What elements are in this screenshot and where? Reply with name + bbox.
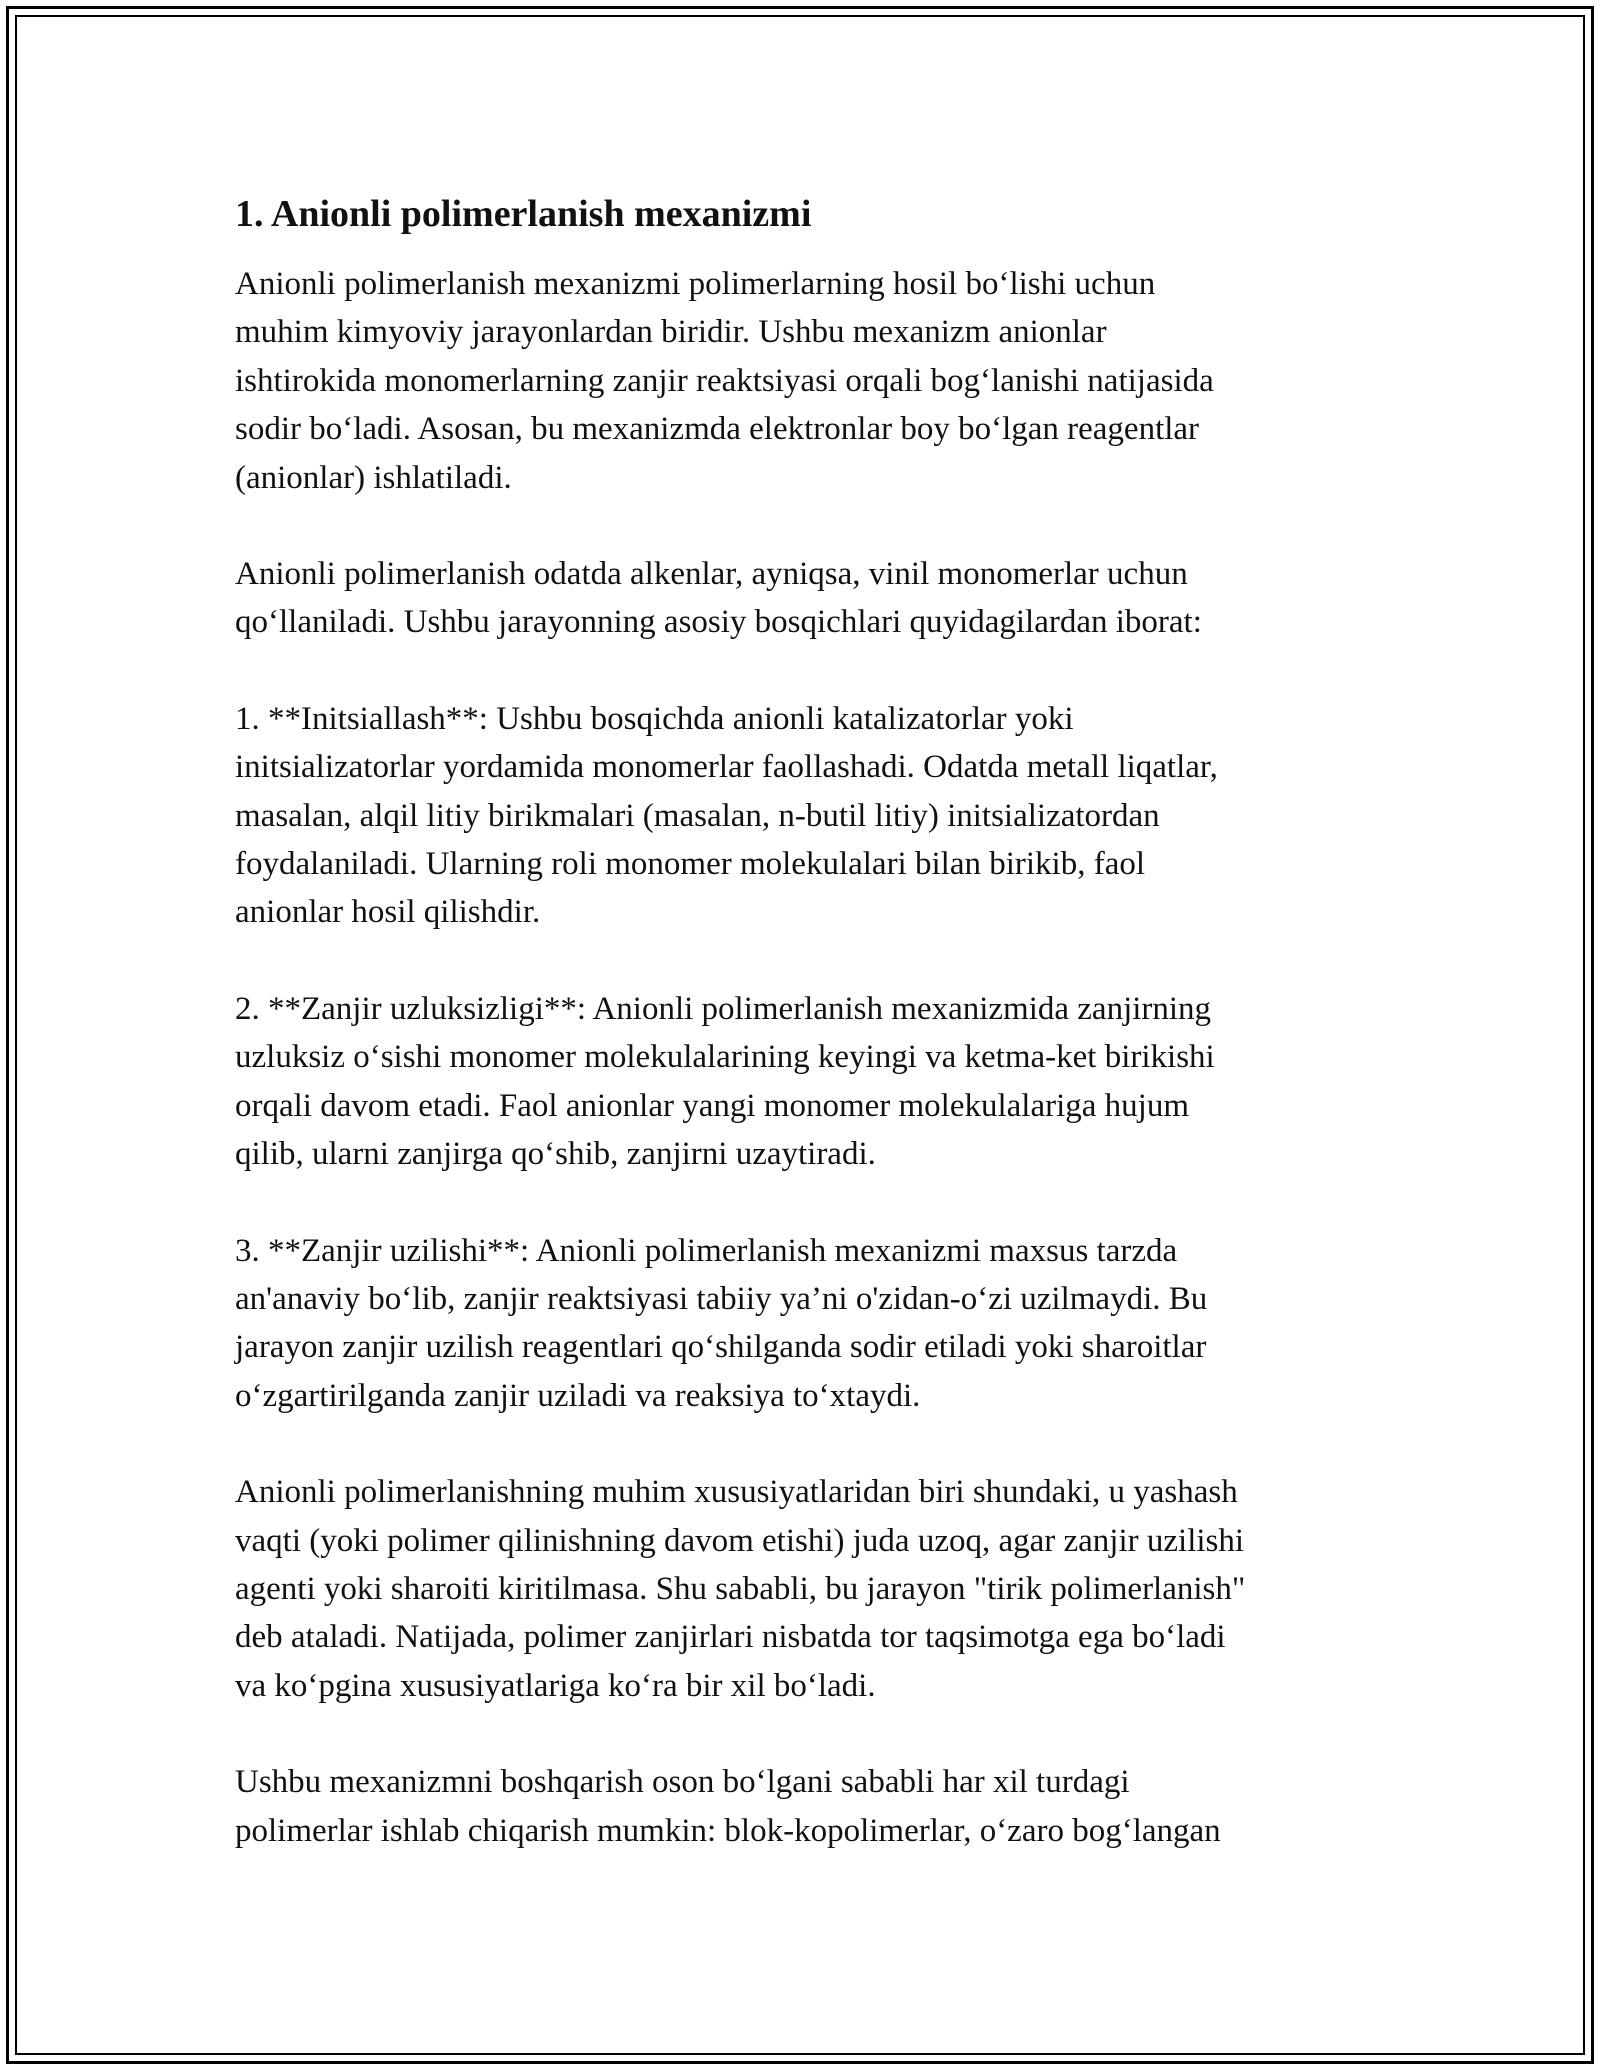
paragraph-line: Anionli polimerlanishning muhim xususiyatlaridan biri shundaki, u yashash (235, 1474, 1238, 1511)
paragraph-line: jarayon zanjir uzilish reagentlari qo‘shilganda sodir etiladi yoki sharoitlar (235, 1329, 1207, 1366)
paragraph-line: 1. **Initsiallash**: Ushbu bosqichda anionli katalizatorlar yoki (235, 700, 1074, 737)
paragraph-line: an'anaviy bo‘lib, zanjir reaktsiyasi tabiiy ya’ni o'zidan-o‘zi uzilmaydi. Bu (235, 1280, 1208, 1317)
paragraph-line: orqali davom etadi. Faol anionlar yangi monomer molekulalariga hujum (235, 1087, 1190, 1124)
paragraph-line: vaqti (yoki polimer qilinishning davom etishi) juda uzoq, agar zanjir uzilishi (235, 1522, 1245, 1559)
paragraph-6 (235, 1468, 1365, 1710)
paragraph-line: ishtirokida monomerlarning zanjir reaktsiyasi orqali bog‘lanishi natijasida (235, 362, 1214, 399)
paragraph-line: qo‘llaniladi. Ushbu jarayonning asosiy bosqichlari quyidagilardan iborat: (235, 604, 1202, 641)
paragraph-1 (235, 260, 1365, 502)
paragraph-line: o‘zgartirilganda zanjir uziladi va reaksiya to‘xtaydi. (235, 1377, 921, 1414)
paragraph-line: uzluksiz o‘sishi monomer molekulalarining keyingi va ketma-ket birikishi (235, 1039, 1215, 1076)
document-title: 1. Anionli polimerlanish mexanizmi (235, 193, 812, 235)
paragraph-line: polimerlar ishlab chiqarish mumkin: blok-kopolimerlar, o‘zaro bog‘langan (235, 1812, 1221, 1849)
paragraph-2 (235, 550, 1365, 647)
paragraph-line: Anionli polimerlanish mexanizmi polimerlarning hosil bo‘lishi uchun (235, 266, 1156, 302)
paragraph-line: (anionlar) ishlatiladi. (235, 459, 512, 496)
paragraph-7 (235, 1758, 1365, 1855)
paragraph-line: Anionli polimerlanish odatda alkenlar, ayniqsa, vinil monomerlar uchun (235, 556, 1188, 593)
document-body (235, 188, 1365, 1903)
paragraph-line: foydalaniladi. Ularning roli monomer molekulalari bilan birikib, faol (235, 846, 1146, 883)
paragraph-line: va ko‘pgina xususiyatlariga ko‘ra bir xil bo‘ladi. (235, 1667, 876, 1704)
paragraph-line: 3. **Zanjir uzilishi**: Anionli polimerlanish mexanizmi maxsus tarzda (235, 1232, 1178, 1269)
paragraph-line: sodir bo‘ladi. Asosan, bu mexanizmda elektronlar boy bo‘lgan reagentlar (235, 411, 1200, 448)
paragraph-line: agenti yoki sharoiti kiritilmasa. Shu sababli, bu jarayon "tirik polimerlanish" (235, 1570, 1246, 1607)
paragraph-container (235, 260, 1365, 1855)
paragraph-line: initsializatorlar yordamida monomerlar faollashadi. Odatda metall liqatlar, (235, 749, 1218, 786)
paragraph-line: muhim kimyoviy jarayonlardan biridir. Ushbu mexanizm anionlar (235, 314, 1107, 351)
paragraph-line: anionlar hosil qilishdir. (235, 894, 541, 931)
paragraph-3 (235, 695, 1365, 937)
paragraph-line: qilib, ularni zanjirga qo‘shib, zanjirni uzaytiradi. (235, 1136, 876, 1173)
paragraph-line: deb ataladi. Natijada, polimer zanjirlari nisbatda tor taqsimotga ega bo‘ladi (235, 1619, 1226, 1656)
paragraph-4 (235, 985, 1365, 1179)
paragraph-5 (235, 1227, 1365, 1421)
paragraph-line: 2. **Zanjir uzluksizligi**: Anionli polimerlanish mexanizmida zanjirning (235, 990, 1212, 1027)
paragraph-line: Ushbu mexanizmni boshqarish oson bo‘lgani sababli har xil turdagi (235, 1764, 1130, 1801)
paragraph-line: masalan, alqil litiy birikmalari (masalan, n-butil litiy) initsializatordan (235, 797, 1160, 834)
